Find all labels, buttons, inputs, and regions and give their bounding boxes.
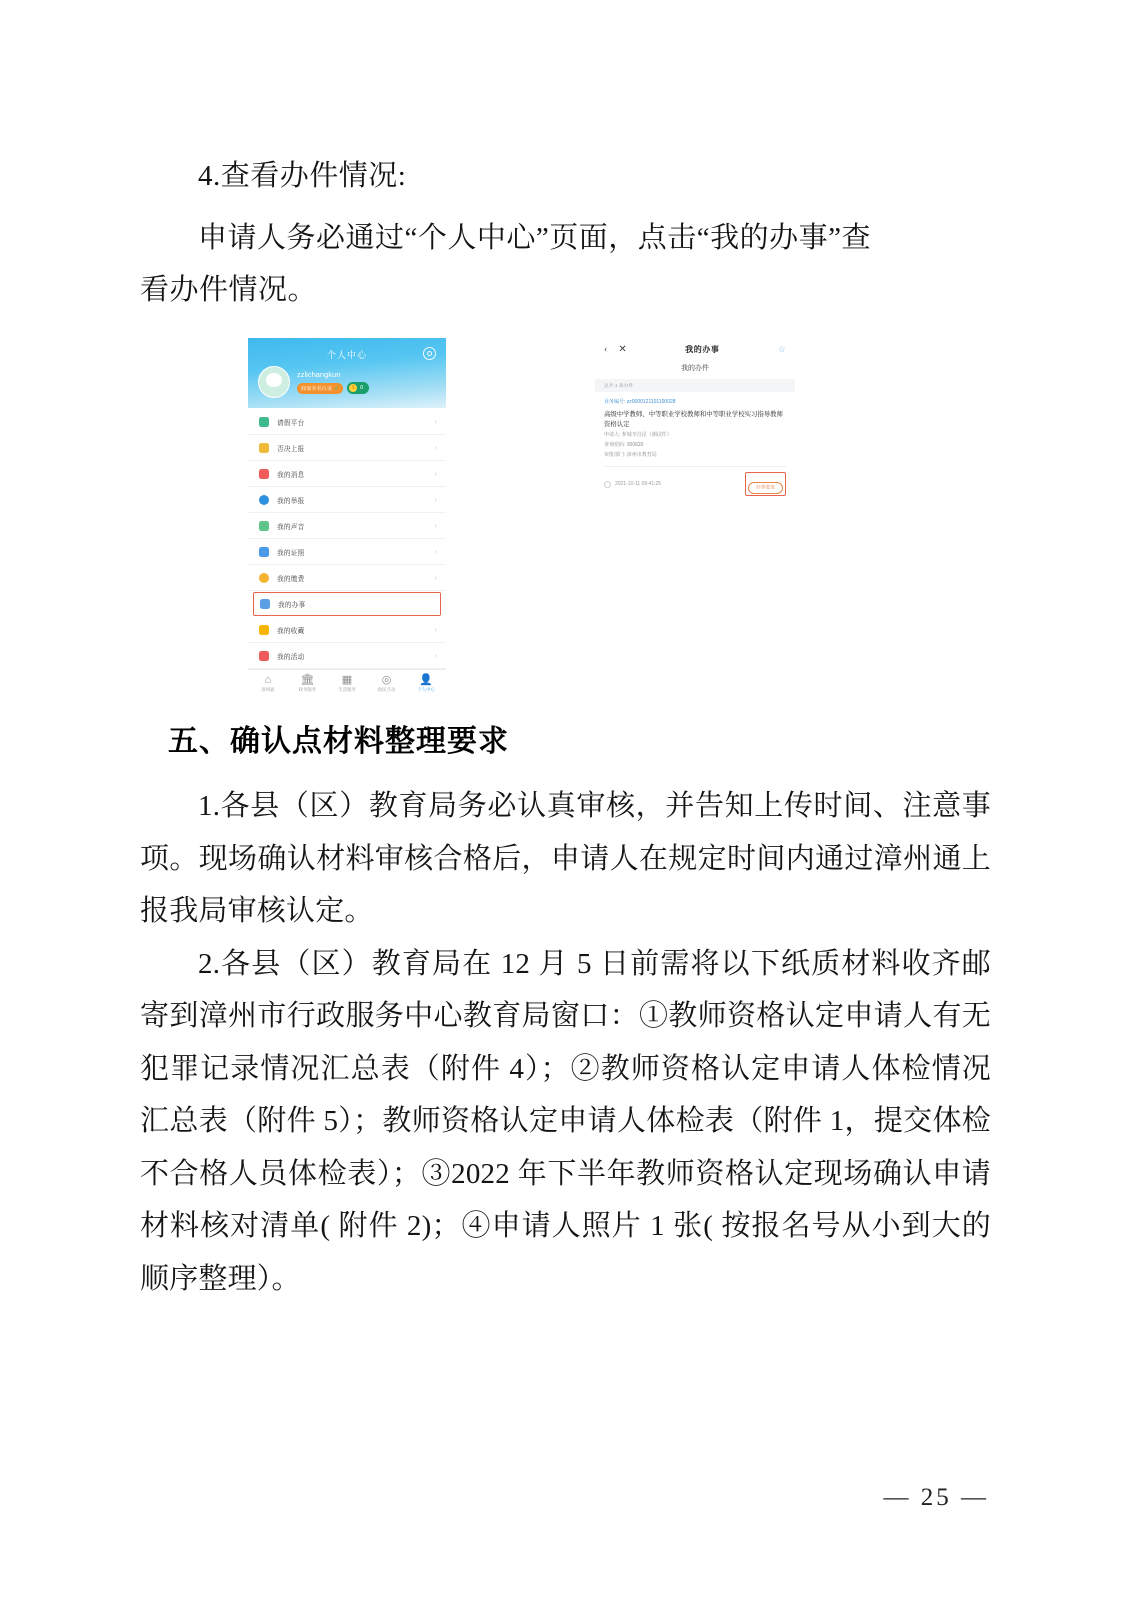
payment-icon xyxy=(259,573,269,583)
favorite-star-icon xyxy=(259,625,269,635)
password-label: 查询密码: xyxy=(604,442,626,448)
department-label: 审批部门: xyxy=(604,452,626,458)
paragraph-4-line-2: 看办件情况。 xyxy=(140,274,318,306)
chevron-right-icon: › xyxy=(434,416,437,426)
bottom-tab-bar xyxy=(248,669,446,704)
heading-item-4: 4.查看办件情况: xyxy=(198,160,407,192)
menu-item-my-payments[interactable] xyxy=(248,565,446,591)
menu-item-my-activities[interactable] xyxy=(248,643,446,669)
paragraph-1: 1.各县（区）教育局务必认真审核，并告知上传时间、注意事项。现场确认材料审核合格后，申请人在规定时间内通过漳州通上报我局审核认定。 xyxy=(140,790,991,927)
business-number-value: zz0000121101100028 xyxy=(626,399,676,405)
spacer xyxy=(140,202,991,212)
spacer xyxy=(140,770,991,780)
chevron-right-icon: › xyxy=(434,624,437,634)
menu-item-label: 我的活动 xyxy=(277,653,305,661)
check-icon: ✓ xyxy=(334,385,340,392)
verified-badge xyxy=(297,383,343,394)
tab-zhangzhoutong[interactable] xyxy=(248,674,288,704)
menu-item-my-voice[interactable] xyxy=(248,513,446,539)
chevron-right-icon: › xyxy=(434,442,437,452)
phone-screenshot-personal-center xyxy=(248,338,446,704)
chevron-right-icon: › xyxy=(434,468,437,478)
chevron-right-icon: › xyxy=(434,546,437,556)
affair-title: 高级中学教师、中等职业学校教师和中等职业学校实习指导教师资格认定 xyxy=(604,411,783,428)
password-value: 300620 xyxy=(626,442,644,448)
menu-item-leave-platform[interactable] xyxy=(248,409,446,435)
close-icon[interactable]: ✕ xyxy=(618,343,627,355)
grid-icon: ▦ xyxy=(341,674,353,686)
favorite-star-icon[interactable]: ☆ xyxy=(777,343,786,354)
applicant-row xyxy=(604,431,786,439)
leave-platform-icon xyxy=(259,417,269,427)
coin-icon: $ xyxy=(349,384,357,392)
menu-item-label: 请假平台 xyxy=(277,419,305,427)
home-icon: ⌂ xyxy=(264,674,272,686)
record-count-label: 总共 1 条办件 xyxy=(595,379,795,392)
menu-item-label: 我的声音 xyxy=(277,523,305,531)
avatar[interactable] xyxy=(258,366,290,398)
department-row xyxy=(604,451,786,459)
menu-item-label: 我的消息 xyxy=(277,471,305,479)
menu-item-label: 我的缴费 xyxy=(277,575,305,583)
page-title: 我的办事 xyxy=(685,344,720,354)
progress-button-highlight xyxy=(745,472,786,496)
message-icon xyxy=(259,469,269,479)
page-number: — 25 — xyxy=(883,1484,989,1511)
menu-item-label: 我的办事 xyxy=(278,602,306,609)
menu-item-label: 我的证照 xyxy=(277,549,305,557)
license-icon xyxy=(259,547,269,557)
phone-screenshot-my-affairs xyxy=(595,338,795,704)
report-icon xyxy=(259,495,269,505)
my-affairs-icon xyxy=(260,599,270,609)
username-label: zzlichangkun xyxy=(297,370,341,379)
personal-center-menu-list xyxy=(248,408,446,669)
user-profile-block[interactable] xyxy=(258,366,369,398)
badge-row xyxy=(297,382,369,394)
my-affairs-navbar xyxy=(595,338,795,360)
menu-item-my-affairs[interactable] xyxy=(253,592,441,616)
tab-label: 个人中心 xyxy=(417,687,435,692)
tab-label: 漳州通 xyxy=(261,687,275,692)
timestamp: 2021-10-11 09:41:25 xyxy=(615,481,662,487)
chevron-right-icon: › xyxy=(434,650,437,660)
tab-personal-center[interactable] xyxy=(406,674,446,704)
coin-badge xyxy=(347,382,369,394)
activity-icon xyxy=(259,651,269,661)
tab-citizen-interaction[interactable] xyxy=(367,674,407,704)
voice-icon xyxy=(259,521,269,531)
tab-life-service[interactable] xyxy=(327,674,367,704)
menu-item-my-favorites[interactable] xyxy=(248,617,446,643)
personal-center-header xyxy=(248,338,446,408)
menu-item-label: 否决上报 xyxy=(277,445,305,453)
affair-card-footer xyxy=(604,466,786,496)
progress-button[interactable]: 办事进度 xyxy=(748,482,783,494)
screenshot-figures xyxy=(140,334,991,714)
tab-label: 政务服务 xyxy=(298,687,317,692)
applicant-label: 申请人: xyxy=(604,432,621,438)
password-row xyxy=(604,441,786,449)
menu-item-label: 我的举报 xyxy=(277,497,305,505)
tab-government-service[interactable] xyxy=(288,674,328,704)
section-five-title: 五、确认点材料整理要求 xyxy=(168,725,509,758)
paragraph-2: 2.各县（区）教育局在 12 月 5 日前需将以下纸质材料收齐邮寄到漳州市行政服务中心教育局窗口：①教师资格认定申请人有无犯罪记录情况汇总表（附件 4）；②教师资格认定申请人体检情况汇总表（附件 5）；教师资格认定申请人体检表（附件 1，提交体检不合格人员体检表）；③2022 年下半年教师资格认定现场确认申请材料核对清单( 附件 2)；④申请人照片 1 张( 按报名号从小到大的顺序整理）。 xyxy=(140,947,991,1295)
personal-center-title: 个人中心 xyxy=(326,350,367,360)
section-subtitle: 我的办件 xyxy=(681,365,709,372)
coin-value: 0 xyxy=(360,385,364,391)
chevron-right-icon: › xyxy=(434,494,437,504)
tab-label: 生活服务 xyxy=(338,687,356,692)
verified-badge-label: 商家实名认证 xyxy=(301,385,333,392)
paragraph-4-line-1: 申请人务必通过“个人中心”页面，点击“我的办事”查 xyxy=(198,222,871,254)
menu-item-my-licenses[interactable] xyxy=(248,539,446,565)
chat-icon: ◎ xyxy=(381,674,392,686)
menu-item-label: 我的收藏 xyxy=(277,627,305,635)
status-dot-icon xyxy=(604,481,611,488)
bank-icon: 🏛 xyxy=(300,674,315,686)
menu-item-veto-report[interactable] xyxy=(248,435,446,461)
applicant-value: 芗城李昌昆（测试件） xyxy=(621,432,672,438)
veto-report-icon xyxy=(259,443,269,453)
business-number-row xyxy=(604,398,786,405)
person-icon: 👤 xyxy=(419,674,434,686)
department-value: 漳州市教育局 xyxy=(626,452,657,458)
business-number-label: 业务编号: xyxy=(604,399,626,405)
back-icon[interactable]: ‹ xyxy=(604,343,608,355)
chevron-right-icon: › xyxy=(434,572,437,582)
menu-item-my-messages[interactable] xyxy=(248,461,446,487)
affair-record-card[interactable] xyxy=(595,392,795,496)
chevron-right-icon: › xyxy=(434,520,437,530)
gear-icon[interactable] xyxy=(423,347,436,360)
menu-item-my-reports[interactable] xyxy=(248,487,446,513)
tab-label: 政民互动 xyxy=(377,687,396,692)
